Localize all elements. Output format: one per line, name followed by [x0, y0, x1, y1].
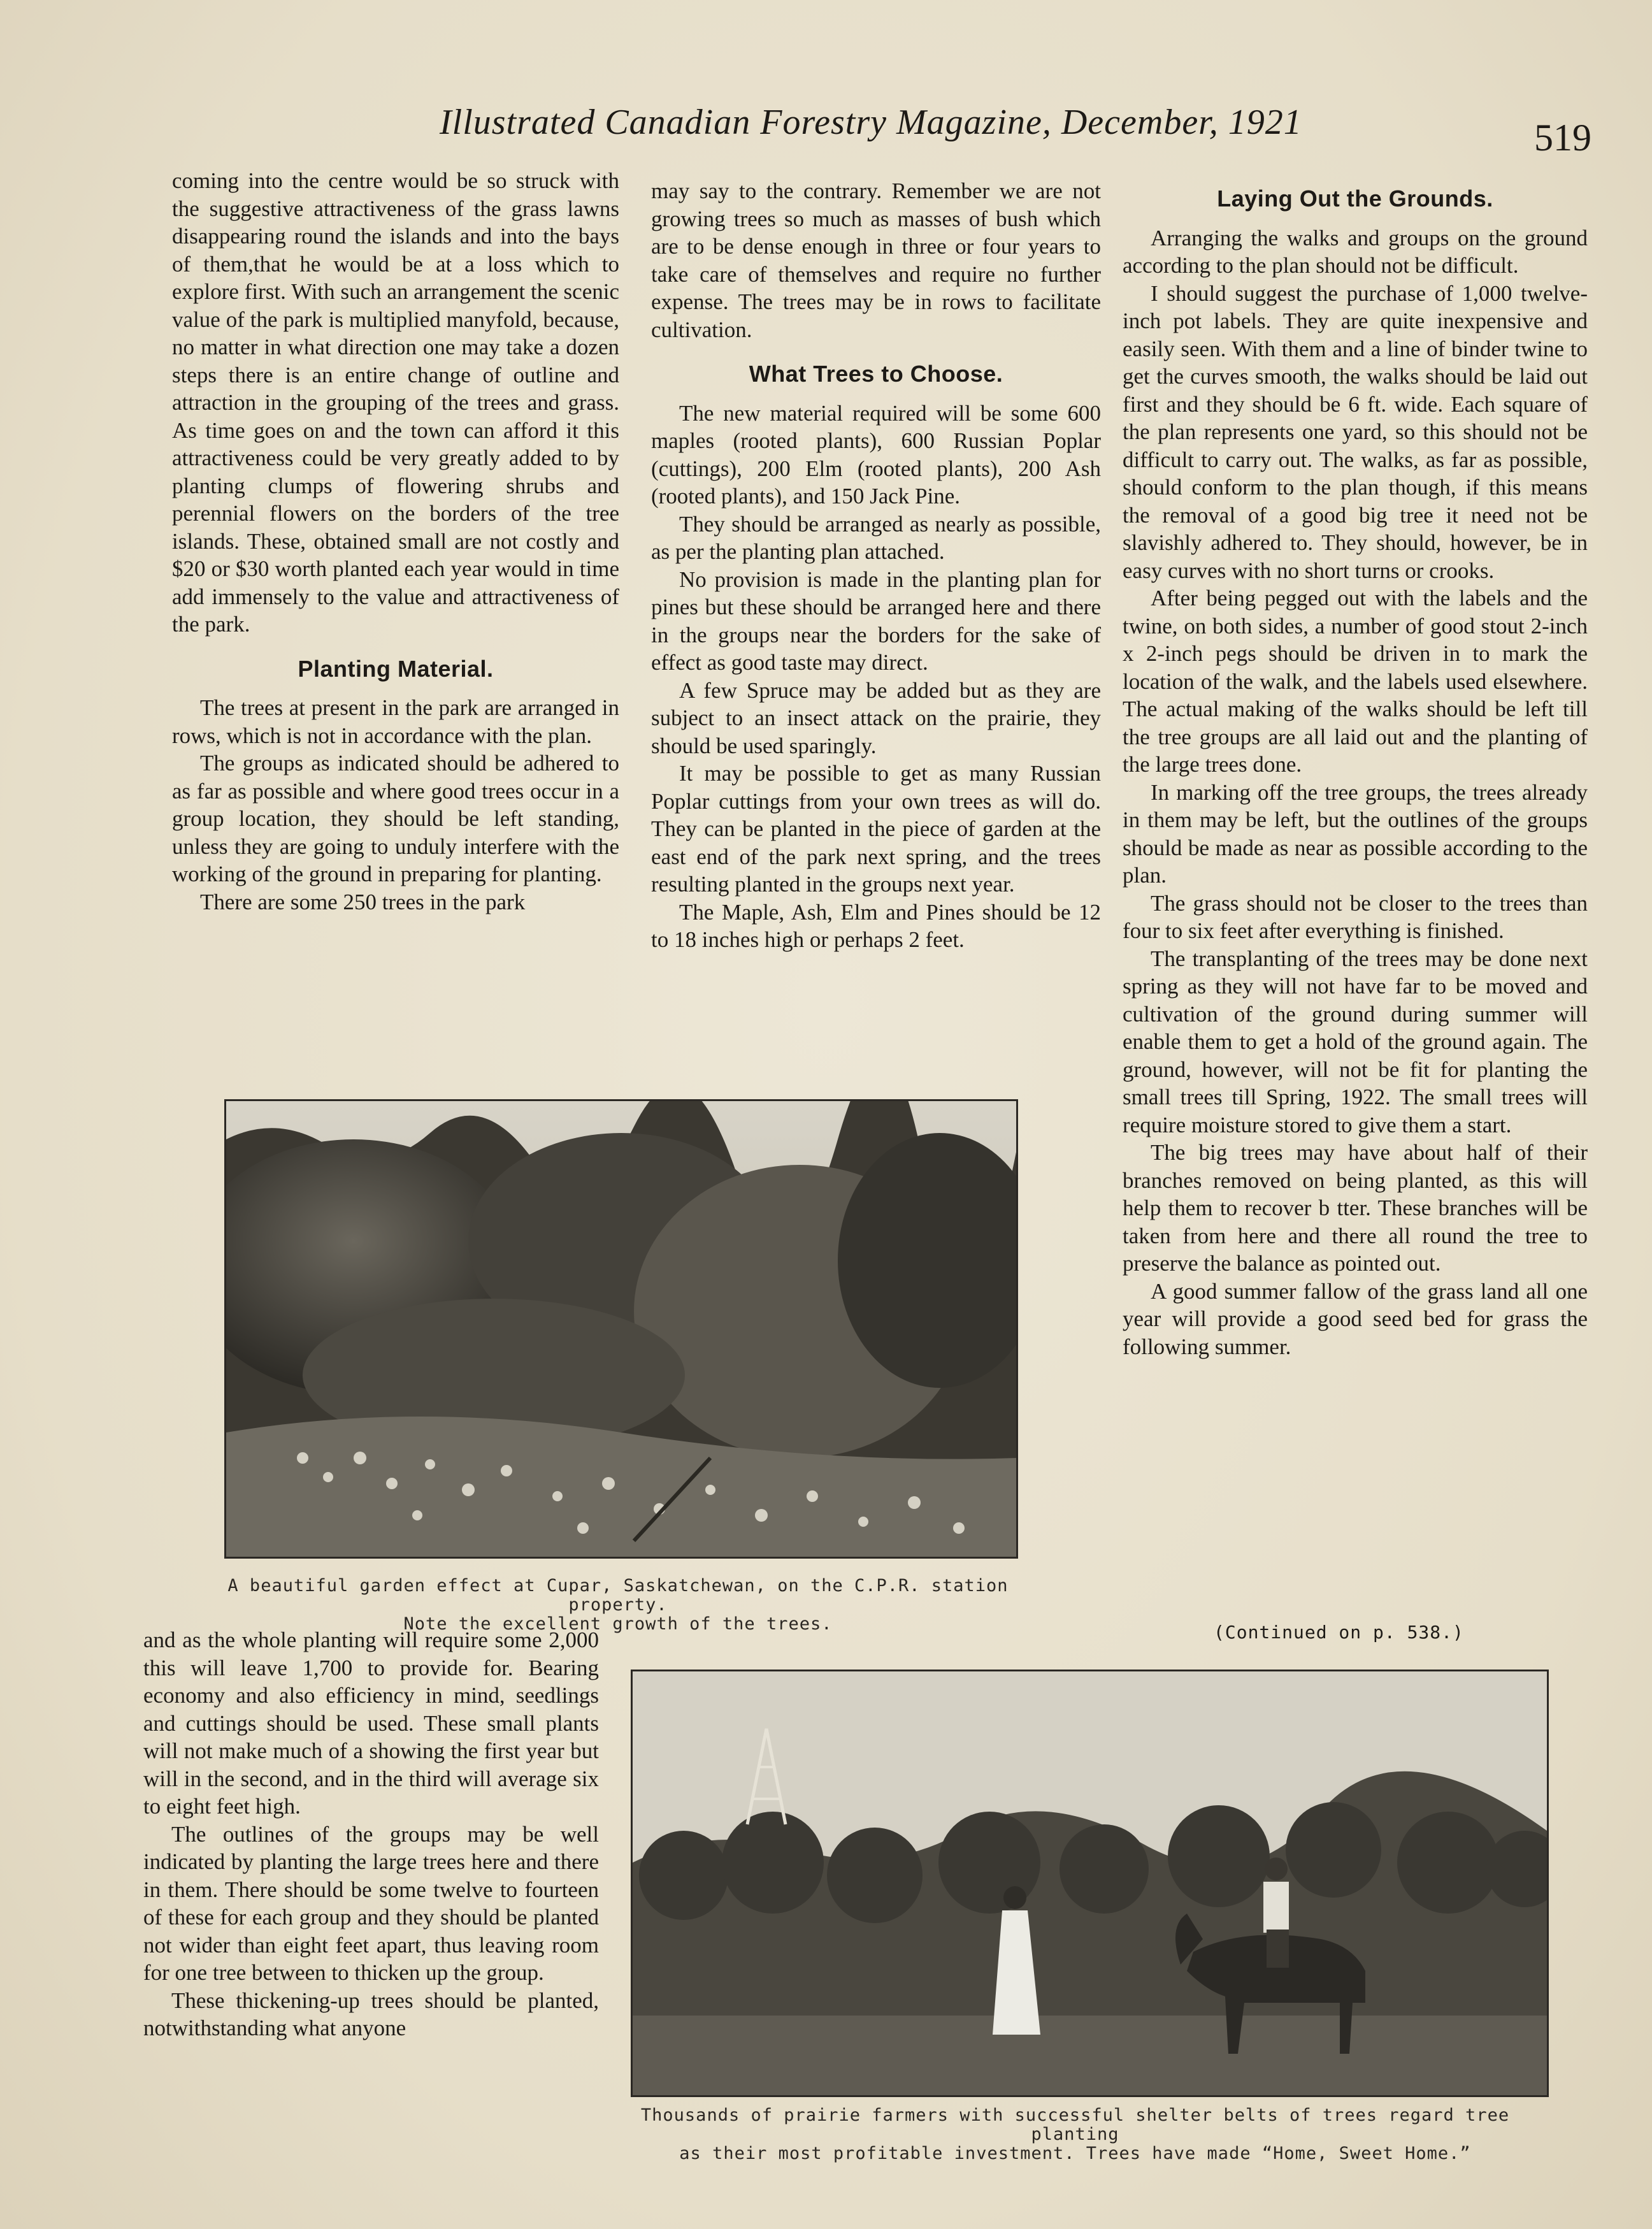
paragraph: The trees at present in the park are arranged in rows, which is not in accordance with the plan. — [172, 695, 619, 748]
paragraph: and as the whole planting will require some 2,000 this will leave 1,700 to provide for. Bearing economy and also efficiency in mind, seedlings and cuttings should be used. These small plants will not make much of a showing the first year but will in the second, and in the third will average six to eight feet high. — [143, 1627, 599, 1819]
paragraph: The Maple, Ash, Elm and Pines should be 12 to 18 inches high or perhaps 2 feet. — [651, 899, 1101, 952]
page-header-title: Illustrated Canadian Forestry Magazine, December, 1921 — [440, 103, 1302, 142]
caption-line: Thousands of prairie farmers with successful shelter belts of trees regard tree planting — [640, 2105, 1510, 2144]
caption-line: Note the excellent growth of the trees. — [403, 1614, 833, 1634]
paragraph: A few Spruce may be added but as they are subject to an insect attack on the prairie, they should be used sparingly. — [651, 677, 1101, 758]
paragraph: The groups as indicated should be adhered to as far as possible and where good trees occur in a group location, they should be left standing, unless they are going to unduly interfere with the working of the ground in preparing for planting. — [172, 751, 619, 886]
paragraph: They should be arranged as nearly as possible, as per the planting plan attached. — [651, 511, 1101, 564]
paragraph: may say to the contrary. Remember we are not growing trees so much as masses of bush which are to be dense enough in three or four years to take care of themselves and require no further expense. The trees may be in rows to facilitate cultivation. — [651, 178, 1101, 342]
paragraph: A good summer fallow of the grass land all one year will provide a good seed bed for grass the following summer. — [1123, 1278, 1588, 1359]
continued-note: (Continued on p. 538.) — [1214, 1622, 1464, 1643]
paragraph: No provision is made in the planting plan for pines but these should be arranged here and there in the groups near the borders for the sake of effect as good taste may direct. — [651, 566, 1101, 675]
page-number: 519 — [1534, 117, 1591, 159]
paragraph: The transplanting of the trees may be done next spring as they will not have far to be moved and cultivation of the ground during summer will enable them to get a hold of the ground again. The ground, however, will not be fit for planting the small trees till Spring, 1922. The small trees will require moisture stored to give them a start. — [1123, 946, 1588, 1137]
paragraph: The grass should not be closer to the trees than four to six feet after everything is finished. — [1123, 890, 1588, 943]
paragraph: These thickening-up trees should be planted, notwithstanding what anyone — [143, 1987, 599, 2040]
paragraph: The big trees may have about half of their branches removed on being planted, as this will help them to recover b tter. These branches will be taken from here and there all round the tree to preserve the balance as pointed out. — [1123, 1140, 1588, 1276]
garden-photo — [224, 1099, 1018, 1559]
paragraph: Arranging the walks and groups on the ground according to the plan should not be difficult. — [1123, 225, 1588, 278]
section-heading-planting-material: Planting Material. — [298, 655, 494, 682]
paragraph: coming into the centre would be so struck with the suggestive attractiveness of the grass lawns disappearing round the islands and into the bays of them,that he would be at a loss which to explore first. With such an arrangement the scenic value of the park is multiplied manyfold, because, no matter in what direction one may take a dozen steps there is an entire change of outline and attraction in the grouping of the trees and grass. As time goes on and the town can afford it this attractiveness could be very greatly added to by planting clumps of flowering shrubs and perennial flowers on the borders of the tree islands. These, obtained small are not costly and $20 or $30 worth planted each year would in time add immensely to the value and attractiveness of the park. — [172, 168, 619, 637]
paragraph: In marking off the tree groups, the trees already in them may be left, but the outlines of the groups should be made as near as possible according to the plan. — [1123, 779, 1588, 888]
shelter-belt-photo — [631, 1670, 1549, 2097]
section-heading-laying-out: Laying Out the Grounds. — [1217, 185, 1493, 212]
shelter-belt-photo-caption — [621, 2106, 1529, 2163]
column-3 — [1123, 185, 1588, 1360]
paragraph: There are some 250 trees in the park — [200, 889, 526, 914]
paragraph: I should suggest the purchase of 1,000 twelve-inch pot labels. They are quite inexpensive and easily seen. With them and a line of binder twine to get the curves smooth, the walks should be laid out first and they should be 6 ft. wide. Each square of the plan represents one yard, so this should not be difficult to carry out. The walks, as far as possible, should conform to the plan though, if this means the removal of a good big tree it need not be slavishly adhered to. They should, however, be in easy curves with no short turns or crooks. — [1123, 280, 1588, 583]
garden-photo-caption — [178, 1576, 1058, 1634]
paragraph: It may be possible to get as many Russian Poplar cuttings from your own trees as will do. They can be planted in the piece of garden at the east end of the park next spring, and the trees resulting planted in the groups next year. — [651, 761, 1101, 897]
column-4 — [143, 1626, 599, 2042]
paragraph: The outlines of the groups may be well indicated by planting the large trees here and there in them. There should be some twelve to fourteen of these for each group and they should be planted not wider than eight feet apart, thus leaving room for one tree between to thicken up the group. — [143, 1821, 599, 1985]
paragraph: After being pegged out with the labels and the twine, on both sides, a number of good stout 2-inch x 2-inch pegs should be driven in to mark the location of the walk, and the labels used elsewhere. The actual making of the walks should be left till the tree groups are all laid out and the planting of the large trees done. — [1123, 586, 1588, 777]
caption-line: A beautiful garden effect at Cupar, Saskatchewan, on the C.P.R. station property. — [227, 1576, 1009, 1615]
column-2 — [651, 177, 1101, 954]
column-1 — [172, 167, 619, 916]
section-heading-what-trees: What Trees to Choose. — [749, 361, 1003, 387]
paragraph: The new material required will be some 600 maples (rooted plants), 600 Russian Poplar (cuttings), 200 Elm (rooted plants), 200 Ash (rooted plants), and 150 Jack Pine. — [651, 400, 1101, 509]
caption-line: as their most profitable investment. Trees have made “Home, Sweet Home.” — [679, 2144, 1471, 2163]
